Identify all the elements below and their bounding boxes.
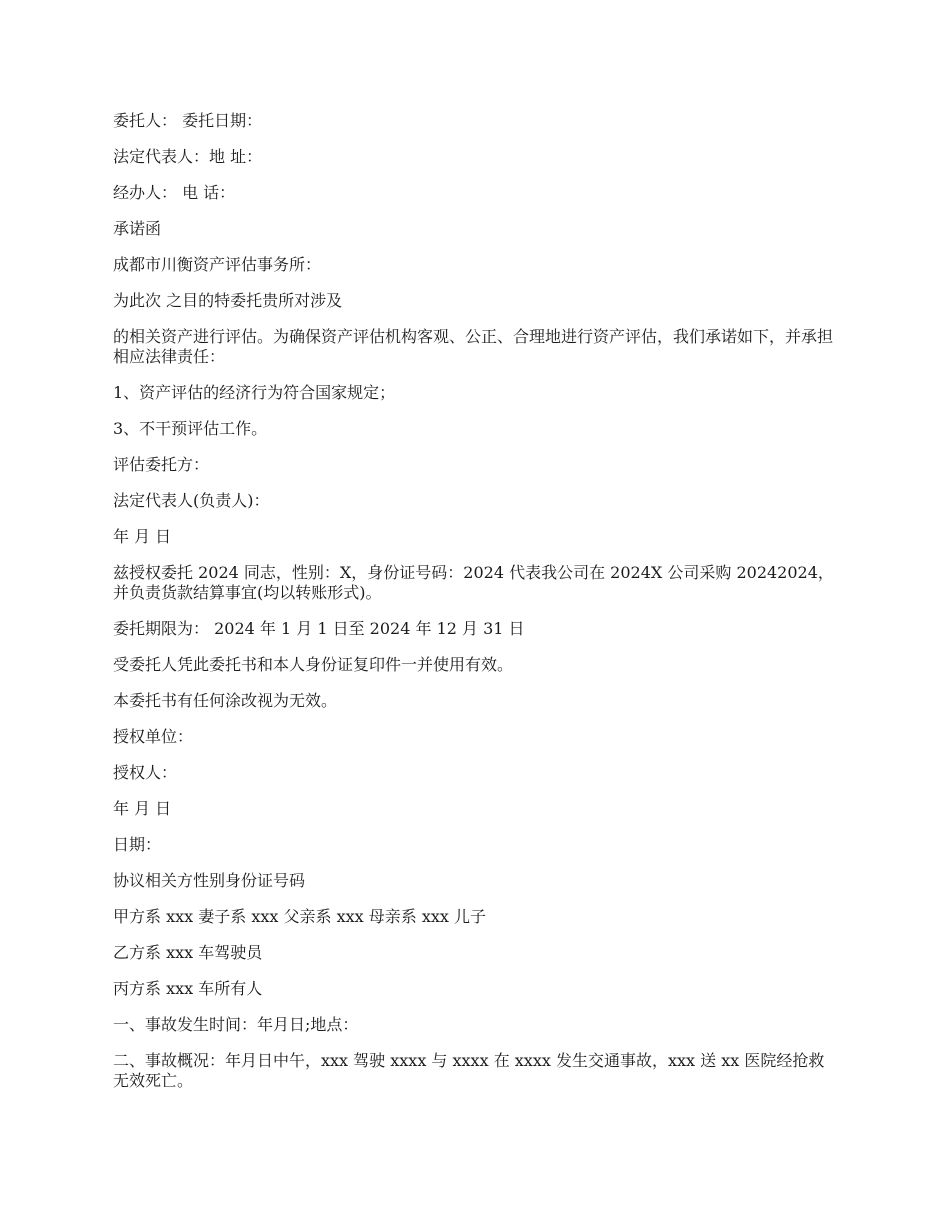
date-label-line: 日期： xyxy=(113,835,162,854)
authorization-period-line: 委托期限为： 2024 年 1 月 1 日至 2024 年 12 月 31 日 xyxy=(113,619,525,638)
evaluation-client-line: 评估委托方： xyxy=(113,455,210,474)
legal-rep-address-line: 法定代表人：地 址： xyxy=(113,147,263,166)
entrustor-line: 委托人： 委托日期： xyxy=(113,111,263,130)
commitment-item-3: 3、不干预评估工作。 xyxy=(113,419,268,438)
date-line: 年 月 日 xyxy=(113,527,172,546)
date-line-2: 年 月 日 xyxy=(113,799,172,818)
commitment-paragraph: 的相关资产进行评估。为确保资产评估机构客观、公正、合理地进行资产评估，我们承诺如下，并承担相应法律责任： xyxy=(113,327,834,366)
authorization-paragraph: 兹授权委托 2024 同志，性别：X，身份证号码：2024 代表我公司在 2024X 公司采购 20242024，并负责货款结算事宜(均以转账形式)。 xyxy=(113,563,834,602)
authorizing-unit-line: 授权单位： xyxy=(113,727,194,746)
party-b-line: 乙方系 xxx 车驾驶员 xyxy=(113,943,263,962)
purpose-line: 为此次 之目的特委托贵所对涉及 xyxy=(113,291,343,310)
agreement-parties-header: 协议相关方性别身份证号码 xyxy=(113,871,306,890)
alteration-note: 本委托书有任何涂改视为无效。 xyxy=(113,691,338,710)
validity-note: 受委托人凭此委托书和本人身份证复印件一并使用有效。 xyxy=(113,655,514,674)
authorizer-line: 授权人： xyxy=(113,763,178,782)
accident-time-line: 一、事故发生时间：年月日;地点： xyxy=(113,1015,359,1034)
commitment-letter-title: 承诺函 xyxy=(113,219,162,238)
commitment-item-1: 1、资产评估的经济行为符合国家规定； xyxy=(113,383,396,402)
party-a-line: 甲方系 xxx 妻子系 xxx 父亲系 xxx 母亲系 xxx 儿子 xyxy=(113,907,486,926)
accident-summary-paragraph: 二、事故概况：年月日中午，xxx 驾驶 xxxx 与 xxxx 在 xxxx 发生交通事故，xxx 送 xx 医院经抢救无效死亡。 xyxy=(113,1051,825,1090)
handler-phone-line: 经办人： 电 话： xyxy=(113,183,236,202)
legal-rep-line: 法定代表人(负责人)： xyxy=(113,491,270,510)
addressee-line: 成都市川衡资产评估事务所： xyxy=(113,255,322,274)
party-c-line: 丙方系 xxx 车所有人 xyxy=(113,979,263,998)
